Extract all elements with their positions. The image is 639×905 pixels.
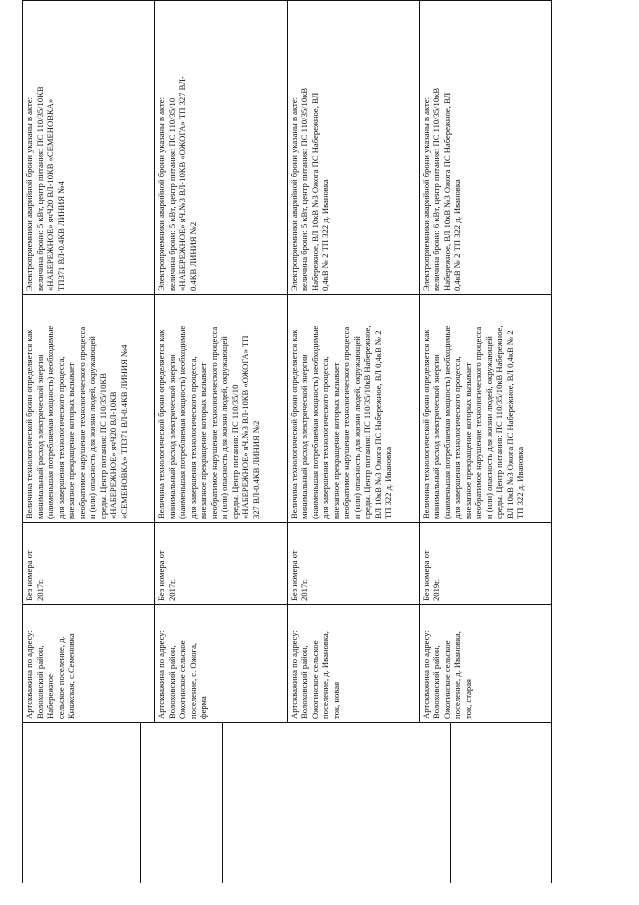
object-cell: Артскважина по адресу: Волоховский район, Ожогинское сельское поселение, с. Ожога, ферма (155, 605, 287, 723)
reason-cell: Величина технологической брони определяется как минимальный расход электрической энергии (наименьшая потребляемая мощность) необходимые для завершения технологического процесса, внезапное прекращение которых вызывает необратимое нарушение технологического процесса и (или) опасность для жизни людей, окружающей среды. Центр питания: ПС 110/35/10кВ Набережное, ВЛ 10кВ №3 Ожога ПС Набережное, ВЛ 0,4кВ № 2 ТП 322 д. Ивановка (419, 295, 551, 523)
rotated-page (22, 3, 552, 883)
divider (222, 723, 223, 883)
table-row (419, 1, 551, 723)
table-row (287, 1, 419, 723)
divider (140, 723, 141, 883)
object-cell: Артскважина по адресу: Волоховский район, Набережное сельское поселение, д. Княжская, с.Семеновка (23, 605, 155, 723)
power-reserve-table (22, 0, 552, 723)
divider (450, 723, 451, 883)
act-cell: Электроприемники аварийной брони указаны в акте: величина брони: 5 кВт, центр питания: ПС 110/35/10 «НАБЕРЕЖНОЕ» яЧ.№3 ВЛ-10КВ «ОЖОГА» ТП 327 ВЛ- 0.4КВ ЛИНИЯ №2 (155, 1, 287, 295)
reason-cell: Величина технологической брони определяется как минимальный расход электрической энергии (наименьшая потребляемая мощность) необходимые для завершения технологического процесса, внезапное прекращение которых вызывает необратимое нарушение технологического процесса и (или) опасность для жизни людей, окружающей среды. Центр питания: ПС 110/35/10кВ Набережное, ВЛ 10кВ №3 Ожога ПС Набережное, ВЛ 0,4кВ № 2 ТП 322 д. Ивановка (287, 295, 419, 523)
reason-cell: Величина технологической брони определяется как минимальный расход электрической энергии (наименьшая потребляемая мощность) необходимые для завершения технологического процесса, внезапное прекращение которых вызывает необратимое нарушение технологического процесса и (или) опасность для жизни людей, окружающей среды. Центр питания: ПС 110/35/10КВ «НАБЕРЕЖНОЕ» ячЧ20 ВЛ-10КВ «СЕМЕНОВКА» ТП371 ВЛ-0.4КВ ЛИНИЯ №4 (23, 295, 155, 523)
number-cell: Без номера от 2019г. (419, 523, 551, 605)
act-cell: Электроприемники аварийной брони указаны в акте: величина брони: 5 кВт, центр питания: ПС 110/35/10КВ «НАБЕРЕЖНОЕ» ячЧ20 ВЛ-10КВ «СЕМЕНОВКА» ТП371 ВЛ-0.4КВ ЛИНИЯ №4 (23, 1, 155, 295)
table-row (23, 1, 155, 723)
divider (22, 723, 23, 883)
reason-cell: Величина технологической брони определяется как минимальный расход электрической энергии (наименьшая потребляемая мощность) необходимые для завершения технологического процесса, внезапное прекращение которых вызывает необратимое нарушение технологического процесса и (или) опасность для жизни людей, окружающей среды. Центр питания: ПС 110/35/10 «НАБЕРЕЖНОЕ» яЧ.№3 ВЛ-10КВ «ОЖОГА» ТП 327 ВЛ-0.4КВ ЛИНИЯ №2 (155, 295, 287, 523)
empty-table-area (22, 723, 552, 883)
object-cell: Артскважина по адресу: Волоховский район, Ожогинское сельское поселение, д. Ивановка, ток, новая (287, 605, 419, 723)
act-cell: Электроприемники аварийной брони указаны в акте: величина брони: 5 кВт, центр питания: ПС 110/35/10кВ Набережное, ВЛ 10кВ №3 Ожога ПС Набережное, ВЛ 0,4кВ № 2 ТП 322 д. Ивановка (287, 1, 419, 295)
divider (551, 723, 552, 883)
table-row (155, 1, 287, 723)
number-cell: Без номера от 2017г. (287, 523, 419, 605)
object-cell: Артскважина по адресу: Волоховский район, Ожогинское сельское поселение, д. Ивановка, ток, старая (419, 605, 551, 723)
number-cell: Без номера от 2017г. (23, 523, 155, 605)
act-cell: Электроприемники аварийной брони указаны в акте: величина брони: 6 кВт, центр питания: ПС 110/35/10кВ Набережное, ВЛ 10кВ №3 Ожога ПС Набережное, ВЛ 0,4кВ № 2 ТП 322 д. Ивановка (419, 1, 551, 295)
number-cell: Без номера от 2017г. (155, 523, 287, 605)
